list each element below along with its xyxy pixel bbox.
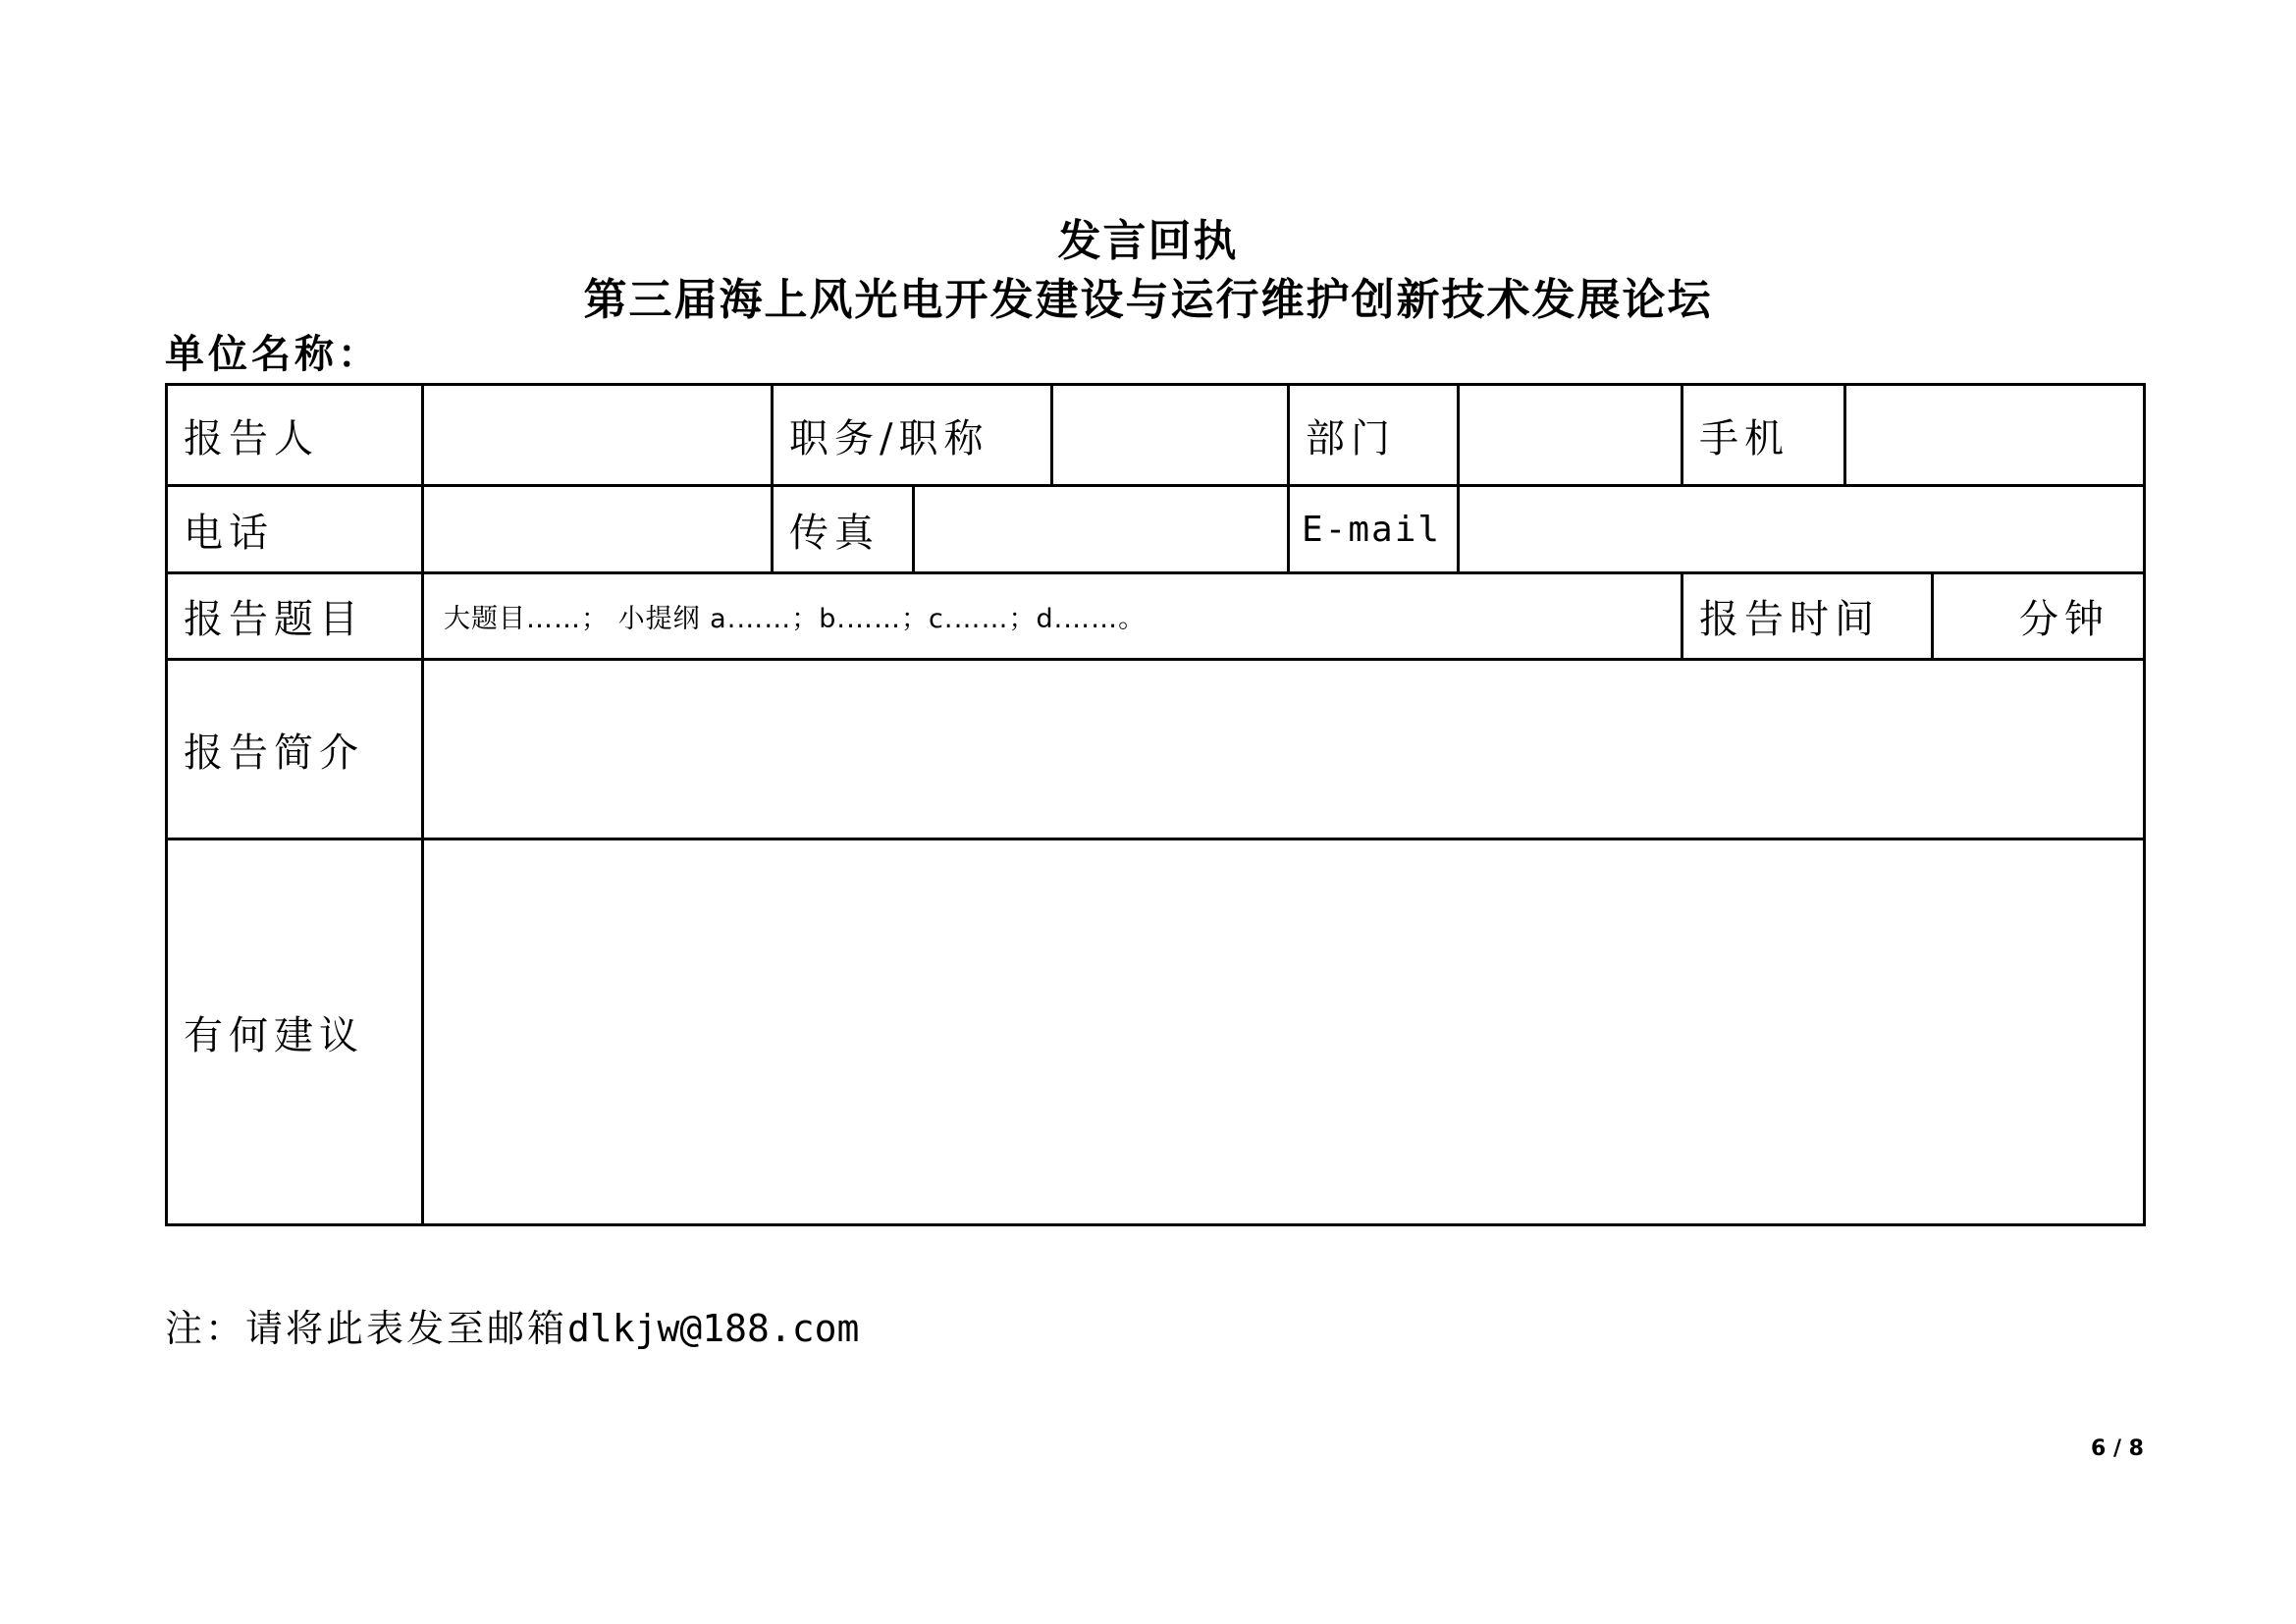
suggestion-label: 有何建议	[184, 1012, 364, 1058]
position-field[interactable]	[1053, 386, 1287, 484]
email-field[interactable]	[1460, 487, 2143, 571]
forum-title: 第三届海上风光电开发建设与运行维护创新技术发展论坛	[583, 275, 1713, 325]
mobile-label: 手机	[1699, 415, 1789, 461]
note-text: 注：请将此表发至邮箱	[165, 1307, 568, 1350]
department-field[interactable]	[1460, 386, 1681, 484]
submission-note	[165, 1304, 859, 1353]
position-label: 职务/职称	[789, 415, 989, 461]
fax-field[interactable]	[915, 487, 1287, 571]
fax-label: 传真	[789, 510, 880, 556]
reply-form-table	[165, 383, 2146, 1226]
department-label: 部门	[1306, 415, 1396, 461]
unit-name-label: 单位名称：	[165, 332, 381, 377]
duration-label: 报告时间	[1699, 597, 1880, 642]
mobile-field[interactable]	[1846, 386, 2143, 484]
form-title: 发言回执	[1057, 216, 1239, 266]
intro-label: 报告简介	[184, 730, 364, 776]
reporter-label: 报告人	[184, 415, 319, 461]
suggestion-field[interactable]	[424, 840, 2143, 1223]
email-label: E-mail	[1302, 509, 1442, 550]
phone-label: 电话	[184, 510, 274, 556]
duration-minutes-field[interactable]: 分钟	[2019, 597, 2109, 642]
note-email[interactable]: dlkjw@188.com	[567, 1307, 860, 1350]
topic-field[interactable]: 大题目……； 小提纲 a.……；b.……；c.……；d.……。	[444, 604, 1147, 634]
page-number: 6 / 8	[2091, 1436, 2144, 1461]
reporter-field[interactable]	[424, 386, 771, 484]
topic-label: 报告题目	[184, 597, 364, 642]
intro-field[interactable]	[424, 661, 2143, 838]
phone-field[interactable]	[424, 487, 771, 571]
